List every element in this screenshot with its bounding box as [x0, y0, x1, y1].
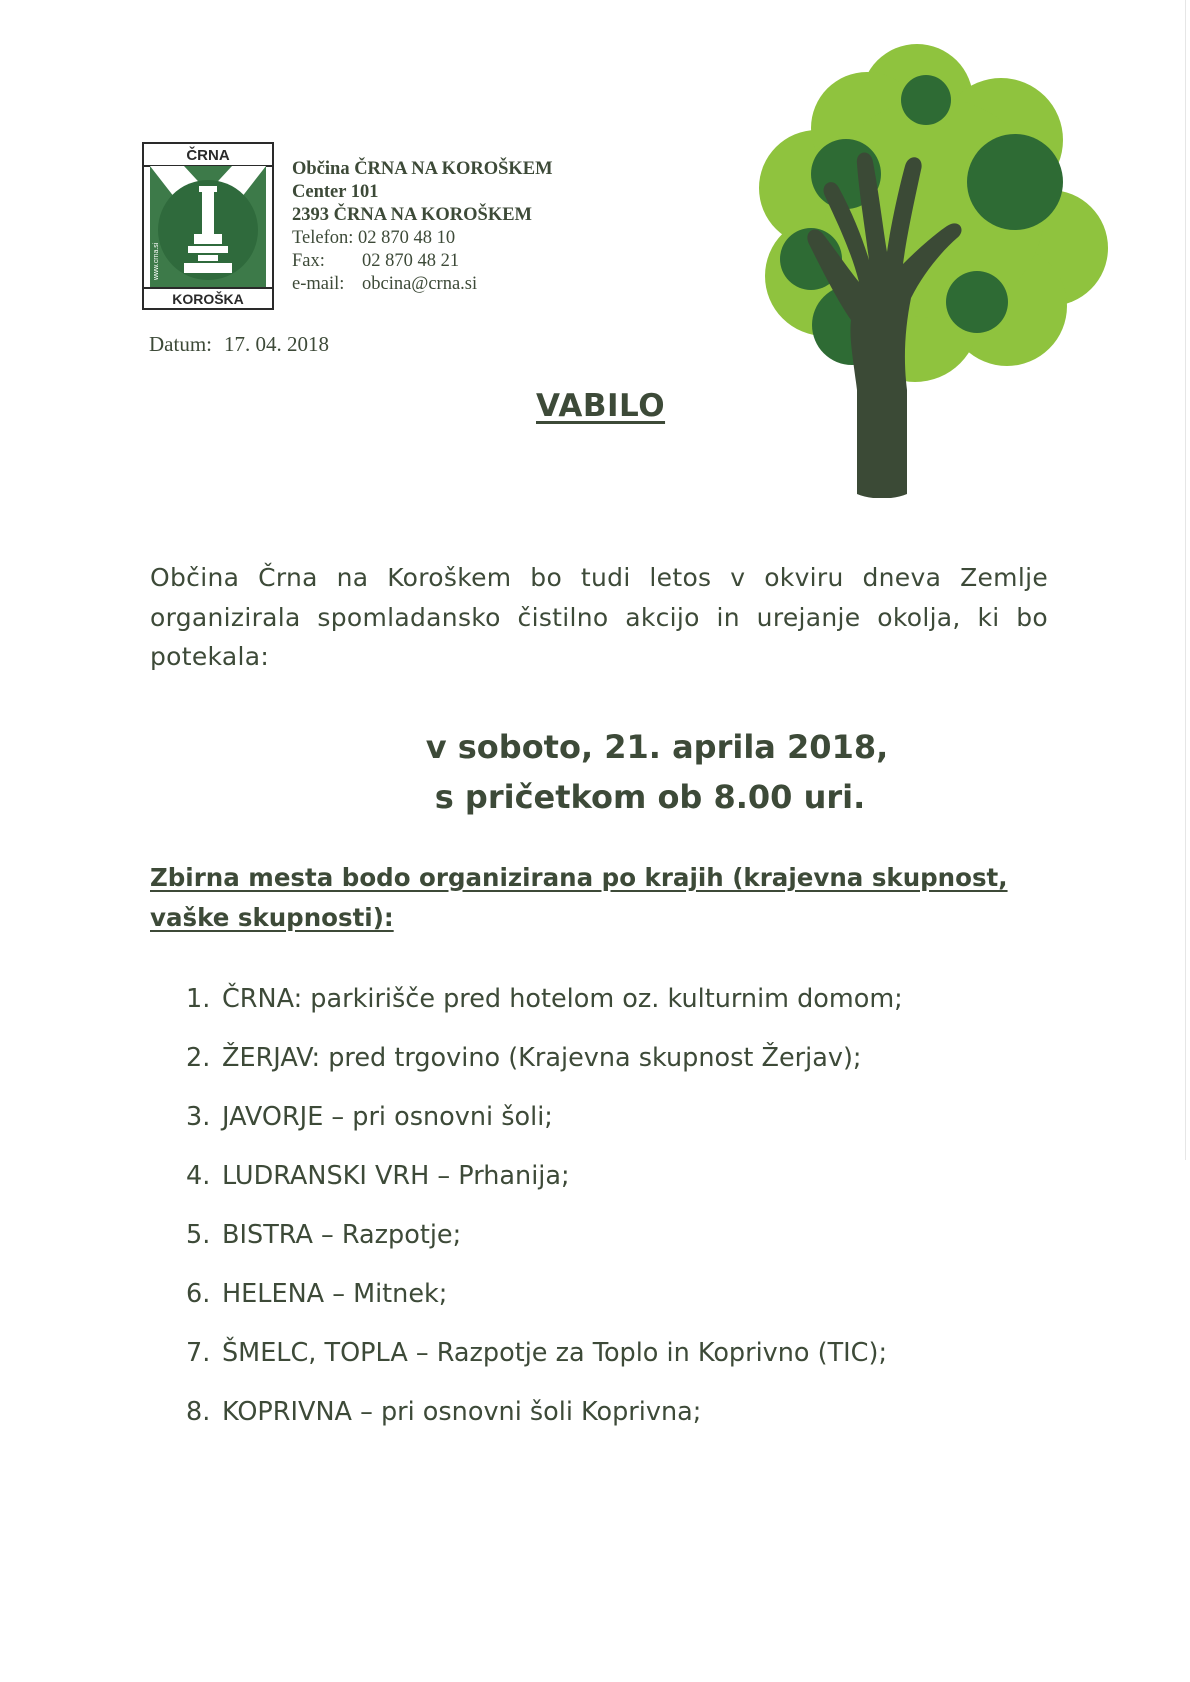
tree-hand-illustration — [745, 38, 1145, 498]
list-item-number: 1. — [186, 984, 211, 1014]
meeting-points-list — [186, 970, 903, 1442]
email-row — [292, 273, 553, 296]
list-item — [186, 1147, 903, 1206]
document-date — [149, 332, 329, 357]
list-item-text: ČRNA: parkirišče pred hotelom oz. kulturnim domom; — [222, 984, 903, 1014]
logo-side-text: www.crna.si — [153, 242, 160, 280]
page-title: VABILO — [536, 388, 666, 424]
fax-row — [292, 250, 553, 273]
list-item-number: 2. — [186, 1043, 211, 1073]
logo-bottom-text: KOROŠKA — [172, 291, 244, 307]
list-item — [186, 1029, 903, 1088]
list-item — [186, 1324, 903, 1383]
intro-paragraph: Občina Črna na Koroškem bo tudi letos v okviru dneva Zemlje organizirala spomladansko čistilno akcijo in urejanje okolja, ki bo potekala: — [150, 563, 1048, 671]
phone-label: Telefon: — [292, 228, 354, 248]
logo-top-text: ČRNA — [186, 147, 230, 164]
list-item-number: 4. — [186, 1161, 211, 1191]
date-label: Datum: — [149, 332, 212, 356]
list-item — [186, 1206, 903, 1265]
list-item-text: ŽERJAV: pred trgovino (Krajevna skupnost Žerjav); — [222, 1043, 862, 1073]
fax-number: 02 870 48 21 — [362, 251, 460, 271]
date-value: 17. 04. 2018 — [224, 332, 329, 356]
list-item-text: KOPRIVNA – pri osnovni šoli Koprivna; — [222, 1397, 702, 1427]
list-item-text: LUDRANSKI VRH – Prhanija; — [222, 1161, 570, 1191]
event-time: s pričetkom ob 8.00 uri. — [434, 778, 866, 816]
event-details — [380, 722, 920, 822]
municipality-name: Občina ČRNA NA KOROŠKEM — [292, 159, 553, 179]
phone-row — [292, 227, 553, 250]
email-label: e-mail: — [292, 274, 345, 294]
list-item-number: 3. — [186, 1102, 211, 1132]
scan-edge — [1185, 0, 1186, 1160]
list-item-number: 6. — [186, 1279, 211, 1309]
list-item — [186, 1088, 903, 1147]
list-item — [186, 1383, 903, 1442]
postal-address: 2393 ČRNA NA KOROŠKEM — [292, 205, 533, 225]
fax-label: Fax: — [292, 251, 325, 271]
event-date: v soboto, 21. aprila 2018, — [425, 728, 889, 766]
list-item-text: ŠMELC, TOPLA – Razpotje za Toplo in Koprivno (TIC); — [222, 1338, 888, 1368]
list-item-number: 5. — [186, 1220, 211, 1250]
phone-number: 02 870 48 10 — [358, 228, 456, 248]
municipality-logo — [142, 142, 274, 310]
list-item — [186, 1265, 903, 1324]
meeting-points-heading: Zbirna mesta bodo organizirana po krajih (krajevna skupnost, vaške skupnosti): — [150, 863, 1008, 932]
list-item-number: 8. — [186, 1397, 211, 1427]
email-address[interactable]: obcina@crna.si — [362, 274, 478, 294]
street-address: Center 101 — [292, 182, 379, 202]
list-item-text: HELENA – Mitnek; — [222, 1279, 448, 1309]
list-item-number: 7. — [186, 1338, 211, 1368]
letterhead — [292, 158, 553, 296]
list-item-text: JAVORJE – pri osnovni šoli; — [222, 1102, 553, 1132]
list-item — [186, 970, 903, 1029]
list-item-text: BISTRA – Razpotje; — [222, 1220, 462, 1250]
